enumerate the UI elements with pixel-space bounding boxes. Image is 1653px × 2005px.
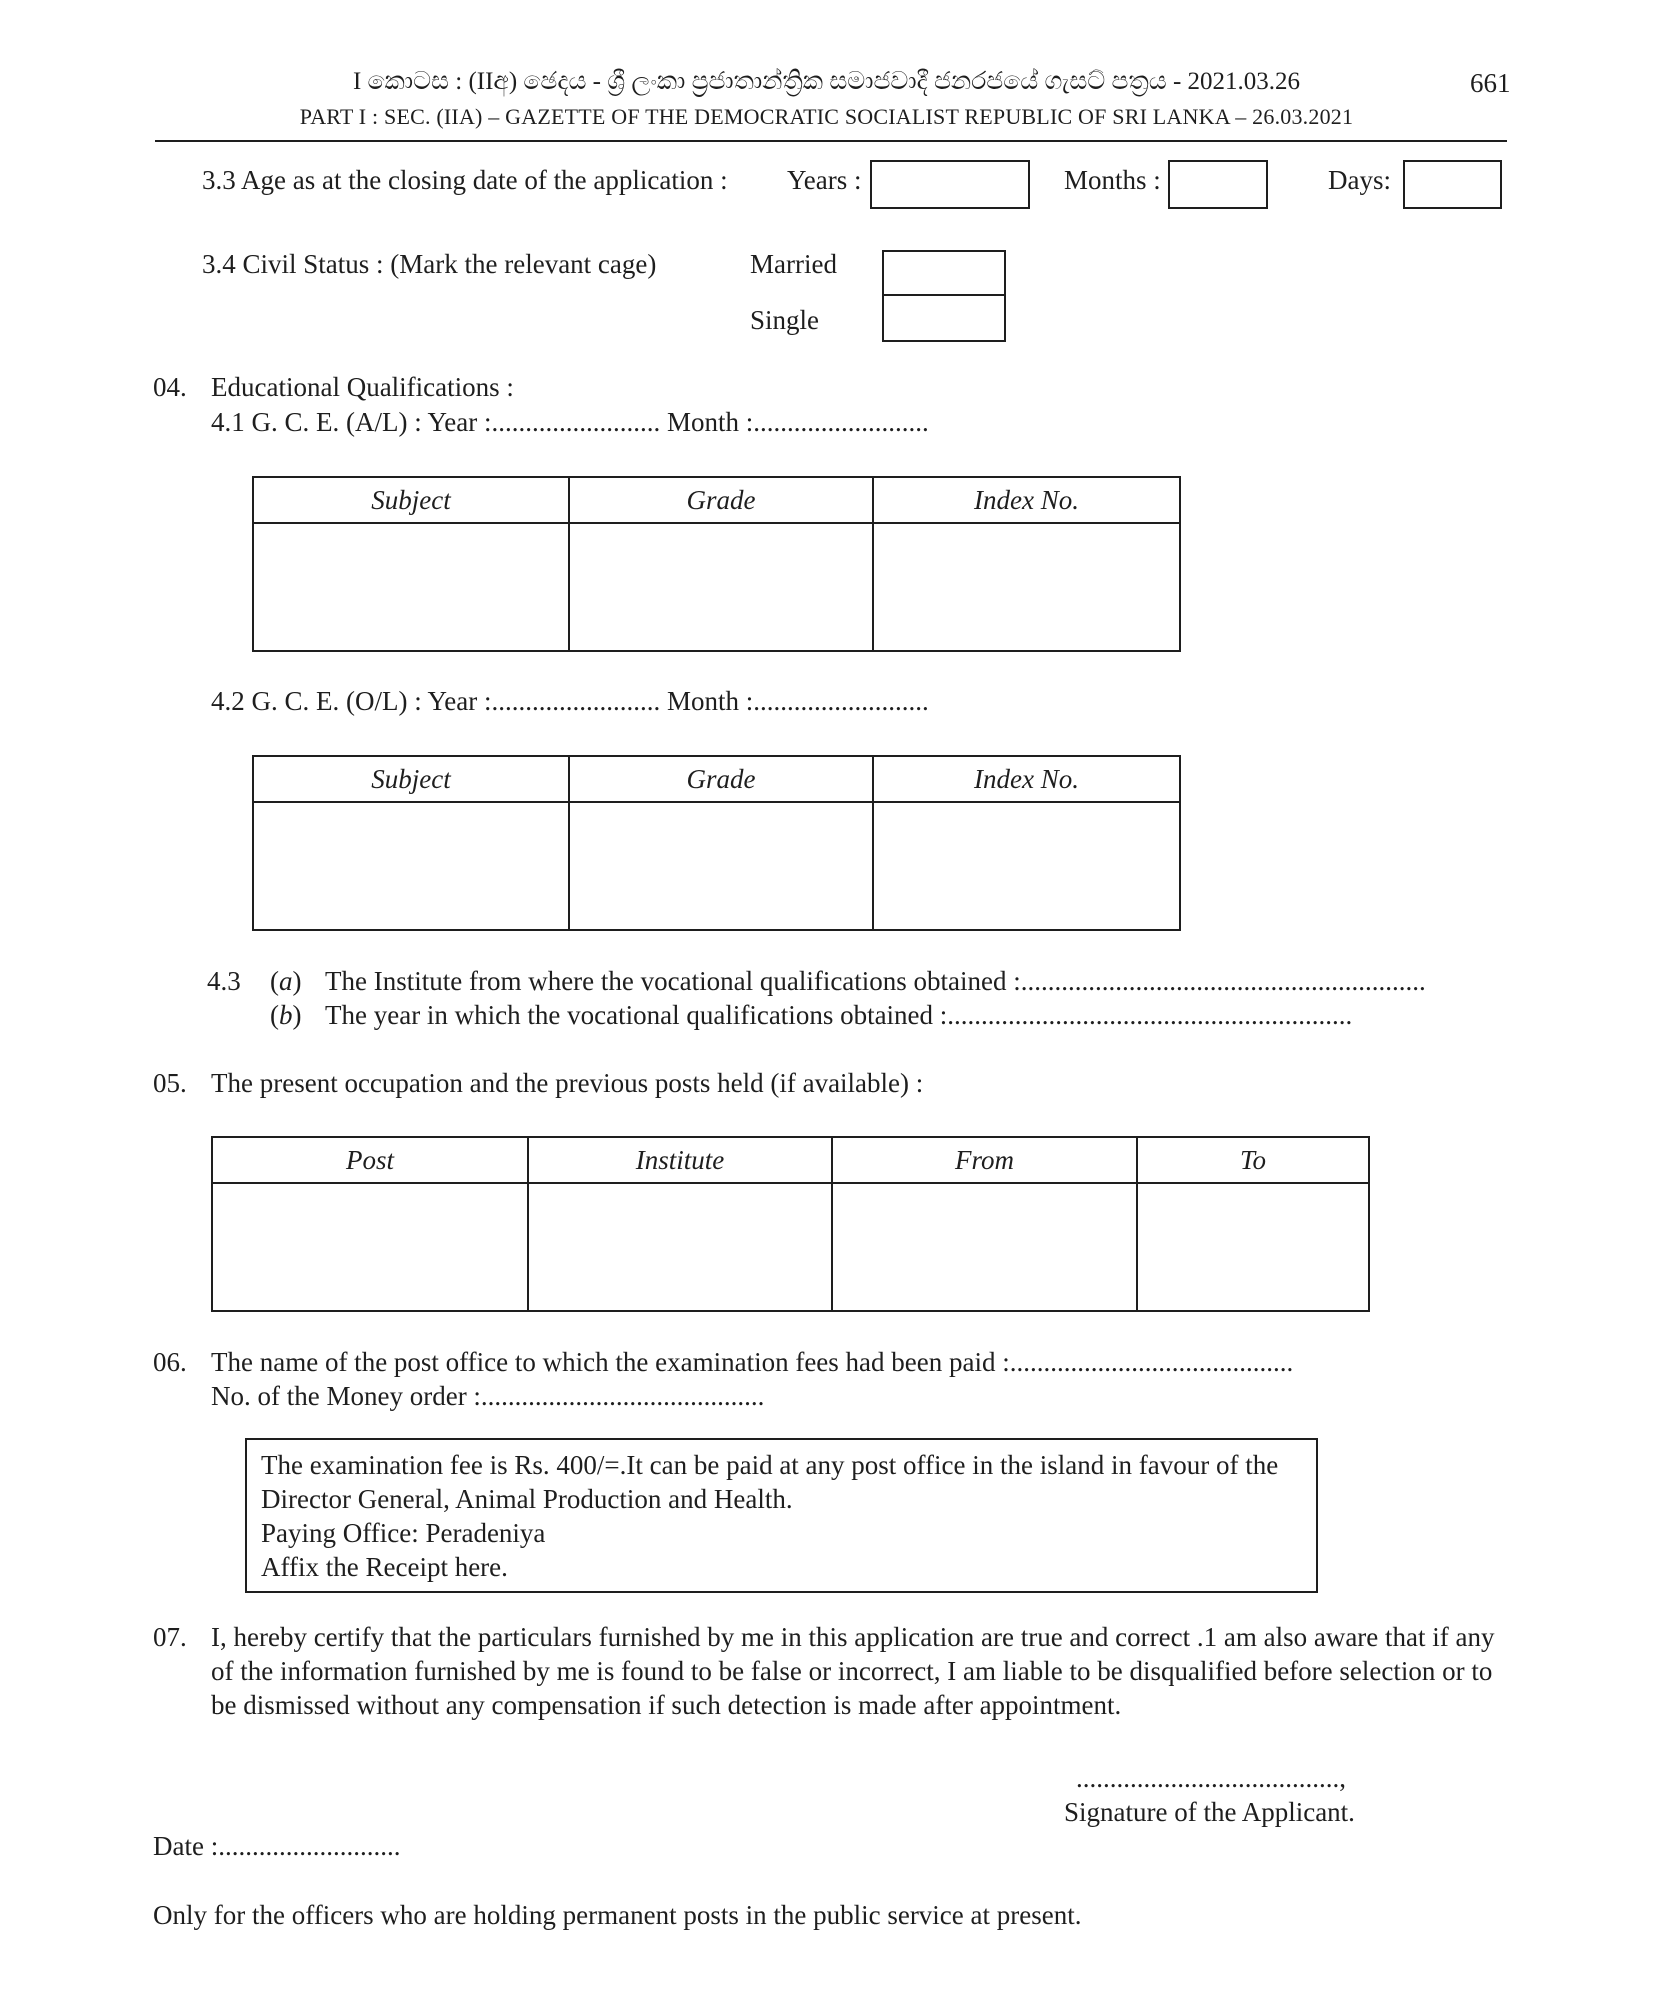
ol-results-table	[252, 755, 1181, 931]
education-heading: Educational Qualifications :	[211, 372, 514, 402]
post-header: Post	[212, 1137, 528, 1183]
permanent-officers-note: Only for the officers who are holding permanent posts in the public service at present.	[153, 1900, 1082, 1930]
certification-line-2: of the information furnished by me is found to be false or incorrect, I am liable to be disqualified before selection or to	[211, 1656, 1493, 1686]
header-sinhala: I කොටස : (IIඅ) ඡෙදය - ශ්‍රී ලංකා ප්‍රජාතාන්ත්‍රික සමාජවාදී ජනරජයේ ගැසට් පත්‍රය - 2021.03.26	[352, 68, 1301, 95]
al-grade-header: Grade	[569, 477, 873, 523]
signature-dots[interactable]: .......................................,	[1076, 1763, 1346, 1793]
institute-cell[interactable]	[528, 1183, 832, 1311]
months-input-box[interactable]	[1168, 160, 1268, 209]
age-label: 3.3 Age as at the closing date of the application :	[202, 165, 728, 195]
receipt-box[interactable]	[245, 1438, 1318, 1593]
from-header: From	[832, 1137, 1137, 1183]
single-label: Single	[750, 305, 820, 335]
al-index-cell[interactable]	[873, 523, 1180, 651]
ol-grade-header: Grade	[569, 756, 873, 802]
occupation-table	[211, 1136, 1370, 1312]
married-label: Married	[750, 249, 837, 279]
certification-line-3: be dismissed without any compensation if such detection is made after appointment.	[211, 1690, 1122, 1720]
to-header: To	[1137, 1137, 1369, 1183]
post-office-line: The name of the post office to which the examination fees had been paid :..........................................	[211, 1347, 1294, 1377]
fee-line-1: The examination fee is Rs. 400/=.It can be paid at any post office in the island in favour of the	[261, 1450, 1279, 1480]
ol-index-header: Index No.	[873, 756, 1180, 802]
ol-grade-cell[interactable]	[569, 802, 873, 930]
money-order-line: No. of the Money order :..........................................	[211, 1381, 765, 1411]
from-cell[interactable]	[832, 1183, 1137, 1311]
months-label: Months :	[1064, 165, 1161, 195]
fee-line-2: Director General, Animal Production and Health.	[261, 1484, 793, 1514]
al-year-month-line: 4.1 G. C. E. (A/L) : Year :......................... Month :..........................	[211, 407, 929, 437]
certification-number: 07.	[153, 1622, 187, 1652]
al-grade-cell[interactable]	[569, 523, 873, 651]
occupation-number: 05.	[153, 1068, 187, 1098]
institute-header: Institute	[528, 1137, 832, 1183]
vocational-year-line: The year in which the vocational qualifications obtained :............................................................	[325, 1000, 1353, 1030]
ol-subject-cell[interactable]	[253, 802, 569, 930]
ol-subject-header: Subject	[253, 756, 569, 802]
fee-line-4: Affix the Receipt here.	[261, 1552, 508, 1582]
occupation-heading: The present occupation and the previous posts held (if available) :	[211, 1068, 924, 1098]
days-input-box[interactable]	[1403, 160, 1502, 209]
post-cell[interactable]	[212, 1183, 528, 1311]
single-checkbox[interactable]	[882, 294, 1006, 342]
vocational-a-letter: a	[279, 966, 293, 996]
years-label: Years :	[787, 165, 862, 195]
fee-line-3: Paying Office: Peradeniya	[261, 1518, 546, 1548]
education-number: 04.	[153, 372, 187, 402]
header-rule	[155, 140, 1507, 142]
vocational-institute-line: The Institute from where the vocational qualifications obtained :............................................................	[325, 966, 1426, 996]
vocational-a-marker: (a)	[270, 966, 302, 996]
ol-index-cell[interactable]	[873, 802, 1180, 930]
days-label: Days:	[1328, 165, 1391, 195]
fees-number: 06.	[153, 1347, 187, 1377]
al-results-table	[252, 476, 1181, 652]
al-subject-cell[interactable]	[253, 523, 569, 651]
vocational-b-marker: (b)	[270, 1000, 302, 1030]
married-checkbox[interactable]	[882, 250, 1006, 296]
al-index-header: Index No.	[873, 477, 1180, 523]
civil-status-label: 3.4 Civil Status : (Mark the relevant cage)	[202, 249, 657, 279]
signature-label: Signature of the Applicant.	[1064, 1797, 1355, 1827]
al-subject-header: Subject	[253, 477, 569, 523]
page-number: 661	[1470, 68, 1511, 98]
ol-year-month-line: 4.2 G. C. E. (O/L) : Year :......................... Month :..........................	[211, 686, 929, 716]
date-line[interactable]: Date :...........................	[153, 1831, 401, 1861]
header-english: PART I : SEC. (IIA) – GAZETTE OF THE DEMOCRATIC SOCIALIST REPUBLIC OF SRI LANKA – 26.03.2021	[299, 104, 1354, 129]
vocational-number: 4.3	[207, 966, 241, 996]
vocational-b-letter: b	[279, 1000, 293, 1030]
to-cell[interactable]	[1137, 1183, 1369, 1311]
certification-line-1: I, hereby certify that the particulars furnished by me in this application are true and correct .1 am also aware that if any	[211, 1622, 1495, 1652]
years-input-box[interactable]	[870, 160, 1030, 209]
